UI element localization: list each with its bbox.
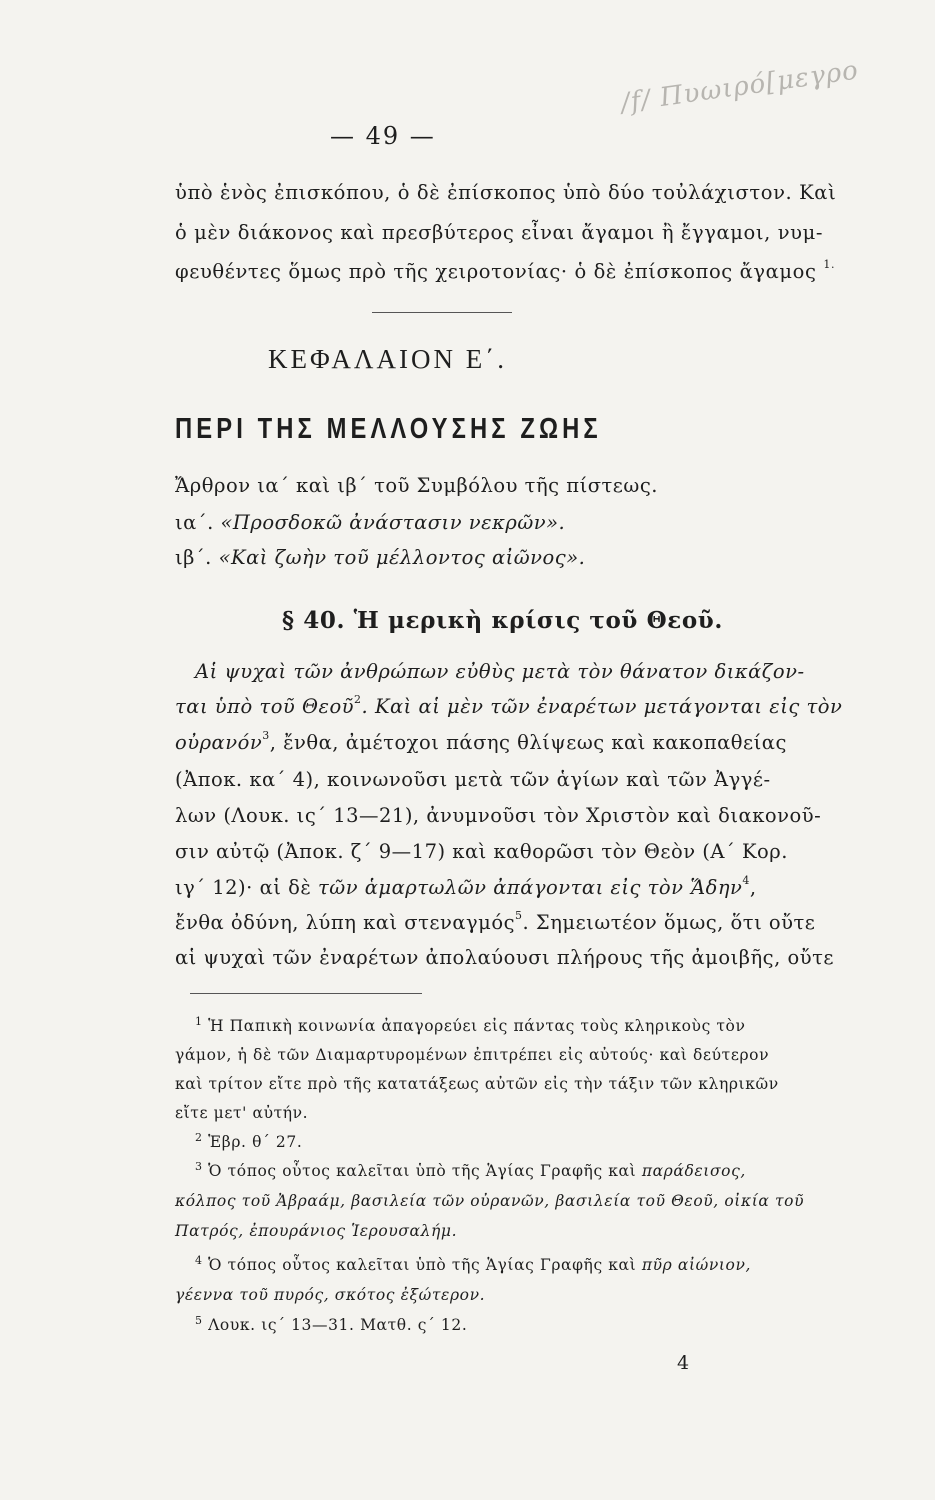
footnote-3-line-3 [175, 1222, 457, 1240]
section-number: § 40. [282, 607, 346, 634]
footnote-1-marker: 1 [195, 1015, 203, 1028]
paragraph-line-1-text: Αἱ ψυχαὶ τῶν ἀνθρώπων εὐθὺς μετὰ τὸν θάνατον δικάζον- [195, 660, 805, 683]
paragraph-line-1 [195, 660, 805, 683]
footnote-3-line-2 [175, 1192, 804, 1210]
footnote-divider [190, 993, 422, 994]
chapter-title: ΠΕΡΙ ΤΗΣ ΜΕΛΛΟΥΣΗΣ ΖΩΗΣ [175, 413, 602, 445]
paragraph-line-7 [175, 876, 757, 899]
paragraph-line-3 [175, 731, 787, 754]
paragraph-line-5: λων (Λουκ. ις΄ 13—21), ἀνυμνοῦσι τὸν Χριστὸν καὶ διακονοῦ- [175, 804, 822, 827]
paragraph-line-8-a: ἔνθα ὀδύνη, λύπη καὶ στεναγμός [175, 911, 516, 934]
footnote-ref-1: 1. [823, 258, 836, 271]
intro-line-2: ὁ μὲν διάκονος καὶ πρεσβύτερος εἶναι ἄγαμοι ἢ ἔγγαμοι, νυμ- [175, 221, 824, 244]
footnote-5-text: Λουκ. ις΄ 13—31. Ματθ. ς΄ 12. [208, 1316, 468, 1334]
paragraph-line-3-b: , ἔνθα, ἀμέτοχοι πάσης θλίψεως καὶ κακοπαθείας [269, 731, 787, 754]
articles-intro: Ἄρθρον ια΄ καὶ ιβ΄ τοῦ Συμβόλου τῆς πίστεως. [175, 474, 658, 497]
footnote-2 [195, 1133, 302, 1151]
footnote-4-line-1 [195, 1256, 751, 1274]
intro-line-3 [175, 260, 835, 283]
paragraph-line-2-a: ται ὑπὸ τοῦ Θεοῦ [175, 695, 355, 718]
article-12-text: «Καὶ ζωὴν τοῦ μέλλοντος αἰῶνος». [218, 546, 586, 569]
paragraph-line-9: αἱ ψυχαὶ τῶν ἐναρέτων ἀπολαύουσι πλήρους τῆς ἀμοιβῆς, οὔτε [175, 946, 834, 969]
footnote-ref-2: 2 [354, 693, 362, 706]
paragraph-line-2-b: . Καὶ αἱ μὲν τῶν ἐναρέτων μετάγονται εἰς τὸν [361, 695, 843, 718]
footnote-1-line-3: καὶ τρίτον εἴτε πρὸ τῆς κατατάξεως αὐτῶν εἰς τὴν τάξιν τῶν κληρικῶν [175, 1075, 779, 1093]
footnote-5-marker: 5 [195, 1314, 203, 1327]
article-11-text: «Προσδοκῶ ἀνάστασιν νεκρῶν». [220, 511, 566, 534]
section-title: Ἡ μερικὴ κρίσις τοῦ Θεοῦ. [353, 607, 723, 634]
footnote-2-marker: 2 [195, 1131, 203, 1144]
footnote-3-marker: 3 [195, 1160, 203, 1173]
footnote-3-text-2b: οἰκία τοῦ [724, 1192, 805, 1210]
article-12 [175, 546, 585, 569]
footnote-4-text-1b: πῦρ αἰώνιον, [641, 1256, 752, 1274]
footnote-3-text-2a: κόλπος τοῦ Ἀβραάμ, βασιλεία τῶν οὐρανῶν, βασιλεία τοῦ Θεοῦ, [175, 1192, 719, 1210]
paragraph-line-2 [175, 695, 842, 718]
footnote-4-line-2 [175, 1286, 485, 1304]
footnote-2-text: Ἑβρ. θ΄ 27. [208, 1133, 303, 1151]
page-number: — 49 — [330, 122, 436, 150]
footnote-4-text-2: γέεννα τοῦ πυρός, σκότος ἐξώτερον. [175, 1286, 486, 1304]
signature-mark: 4 [677, 1352, 690, 1374]
paragraph-line-3-a: οὐρανόν [175, 731, 263, 754]
section-heading [282, 607, 723, 634]
paragraph-line-7-a: ιγ΄ 12)· αἱ δὲ [175, 876, 312, 899]
intro-line-1: ὑπὸ ἑνὸς ἐπισκόπου, ὁ δὲ ἐπίσκοπος ὑπὸ δύο τοὐλάχιστον. Καὶ [175, 181, 837, 204]
article-11-number: ια΄. [175, 511, 214, 534]
article-12-number: ιβ΄. [175, 546, 212, 569]
footnote-4-marker: 4 [195, 1254, 203, 1267]
handwritten-margin-note: /f/ Πυωιρό[μεγρο [619, 55, 861, 119]
footnote-1-text-1: Ἡ Παπικὴ κοινωνία ἀπαγορεύει εἰς πάντας τοὺς κληρικοὺς τὸν [208, 1017, 746, 1035]
article-11 [175, 511, 565, 534]
footnote-3-text-1b: παράδεισος, [641, 1162, 746, 1180]
footnote-3-text-1a: Ὁ τόπος οὗτος καλεῖται ὑπὸ τῆς Ἁγίας Γραφῆς καὶ [208, 1162, 637, 1180]
footnote-1-line-4: εἴτε μετ' αὐτήν. [175, 1104, 309, 1122]
paragraph-line-6: σιν αὐτῷ (Ἀποκ. ζ΄ 9—17) καὶ καθορῶσι τὸν Θεὸν (Α΄ Κορ. [175, 840, 788, 863]
footnote-4-text-1a: Ὁ τόπος οὗτος καλεῖται ὑπὸ τῆς Ἁγίας Γραφῆς καὶ [208, 1256, 637, 1274]
footnote-ref-4: 4 [742, 874, 750, 887]
intro-line-3-text: φευθέντες ὅμως πρὸ τῆς χειροτονίας· ὁ δὲ ἐπίσκοπος ἄγαμος [175, 260, 817, 283]
divider [372, 312, 512, 313]
paragraph-line-7-c: , [749, 876, 757, 899]
paragraph-line-7-b: τῶν ἁμαρτωλῶν ἀπάγονται εἰς τὸν Ἅδην [318, 876, 743, 899]
paragraph-line-8 [175, 911, 815, 934]
footnote-3-text-3: Πατρός, ἐπουράνιος Ἱερουσαλήμ. [175, 1222, 458, 1240]
paragraph-line-8-b: . Σημειωτέον ὅμως, ὅτι οὔτε [522, 911, 816, 934]
footnote-ref-5: 5 [515, 909, 523, 922]
footnote-ref-3: 3 [262, 729, 270, 742]
paragraph-line-4: (Ἀποκ. κα΄ 4), κοινωνοῦσι μετὰ τῶν ἁγίων καὶ τῶν Ἀγγέ- [175, 768, 771, 791]
footnote-1-line-2: γάμον, ἡ δὲ τῶν Διαμαρτυρομένων ἐπιτρέπει εἰς αὐτούς· καὶ δεύτερον [175, 1046, 770, 1064]
footnote-1-line-1 [195, 1017, 746, 1035]
chapter-heading: ΚΕΦΑΛΑΙΟΝ Ε΄. [268, 344, 507, 374]
footnote-5 [195, 1316, 467, 1334]
footnote-3-line-1 [195, 1162, 746, 1180]
